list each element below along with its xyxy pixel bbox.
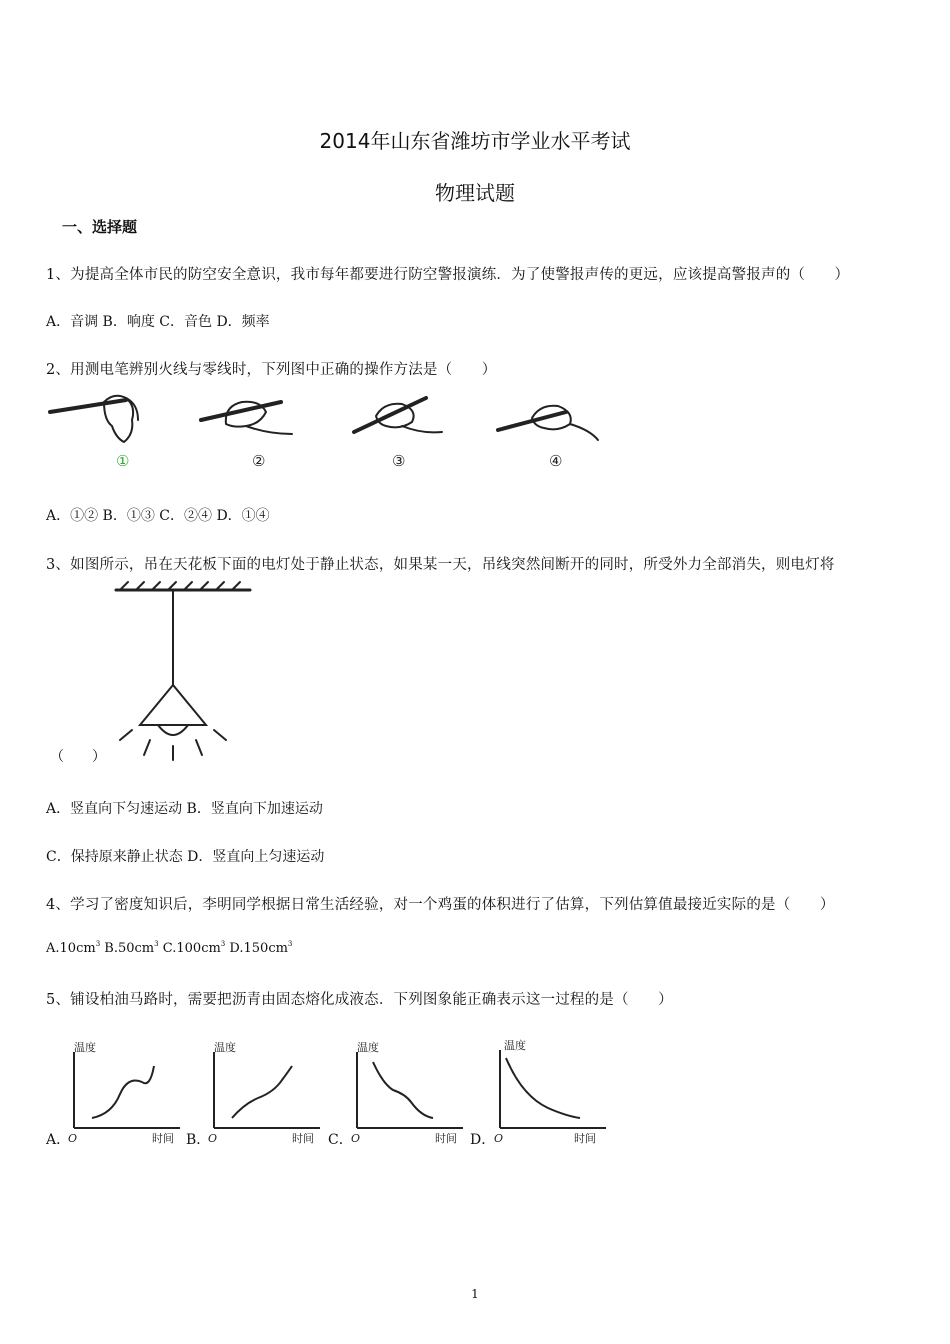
figure-label-4: ④: [549, 452, 563, 470]
graph-d-origin: O: [494, 1132, 504, 1145]
graph-option-d: D．: [470, 1132, 496, 1148]
question-3-options-1: A．竖直向下匀速运动 B．竖直向下加速运动: [46, 801, 323, 817]
option-b: $B.50cm^3$: [104, 940, 159, 956]
page-title: 2014年山东省潍坊市学业水平考试: [319, 129, 631, 153]
figure-label-1: ①: [116, 452, 130, 470]
hanging-lamp-figure: [110, 580, 260, 765]
graph-d-ylabel: 温度: [504, 1039, 526, 1052]
question-1-options: A．音调 B．响度 C．音色 D．频率: [46, 314, 270, 330]
question-2-options: A．①② B．①③ C．②④ D．①④: [46, 508, 270, 524]
page-subtitle: 物理试题: [435, 181, 515, 205]
graph-b-xlabel: 时间: [292, 1132, 314, 1145]
section-heading: 一、选择题: [62, 218, 138, 236]
option-d: $D.150cm^3$: [229, 940, 293, 956]
question-1-text: 1、为提高全体市民的防空安全意识，我市每年都要进行防空警报演练．为了使警报声传的更远，应该提高警报声的（ ）: [46, 267, 850, 283]
graph-option-a: A．: [46, 1132, 71, 1148]
test-pen-hand-4: [498, 406, 598, 440]
graph-a: [62, 1038, 186, 1146]
graph-c-xlabel: 时间: [435, 1132, 457, 1145]
question-4-options: [46, 940, 292, 956]
graph-d: [488, 1034, 612, 1146]
question-3-options-2: C．保持原来静止状态 D．竖直向上匀速运动: [46, 849, 325, 865]
figure-label-3: ③: [392, 452, 406, 470]
graph-a-xlabel: 时间: [152, 1132, 174, 1145]
graph-option-c: C．: [328, 1132, 353, 1148]
graph-a-origin: O: [68, 1132, 78, 1145]
test-pen-hand-1: [50, 396, 138, 442]
figure-label-2: ②: [252, 452, 266, 470]
question-4-text: 4、学习了密度知识后，李明同学根据日常生活经验，对一个鸡蛋的体积进行了估算，下列估算值最接近实际的是（ ）: [46, 897, 835, 913]
graph-b-origin: O: [208, 1132, 218, 1145]
graph-option-b: B．: [186, 1132, 211, 1148]
graph-c-origin: O: [351, 1132, 361, 1145]
option-a: $A.10cm^3$: [46, 940, 101, 956]
question-3-paren: （ ）: [50, 749, 106, 765]
graph-a-ylabel: 温度: [74, 1041, 96, 1054]
test-pen-hand-3: [354, 398, 442, 432]
graph-c-ylabel: 温度: [357, 1041, 379, 1054]
test-pen-figure: [46, 390, 606, 472]
graph-b: [202, 1038, 326, 1146]
question-2-text: 2、用测电笔辨别火线与零线时，下列图中正确的操作方法是（ ）: [46, 362, 497, 378]
graph-b-ylabel: 温度: [214, 1041, 236, 1054]
question-5-text: 5、铺设柏油马路时，需要把沥青由固态熔化成液态．下列图象能正确表示这一过程的是（ ）: [46, 992, 673, 1008]
test-pen-hand-2: [201, 402, 292, 434]
page-number: 1: [471, 1287, 479, 1301]
question-3-text: 3、如图所示，吊在天花板下面的电灯处于静止状态，如果某一天，吊线突然间断开的同时，所受外力全部消失，则电灯将: [46, 557, 835, 573]
option-c: $C.100cm^3$: [162, 940, 226, 956]
graph-c: [345, 1038, 469, 1146]
graph-d-xlabel: 时间: [574, 1132, 596, 1145]
